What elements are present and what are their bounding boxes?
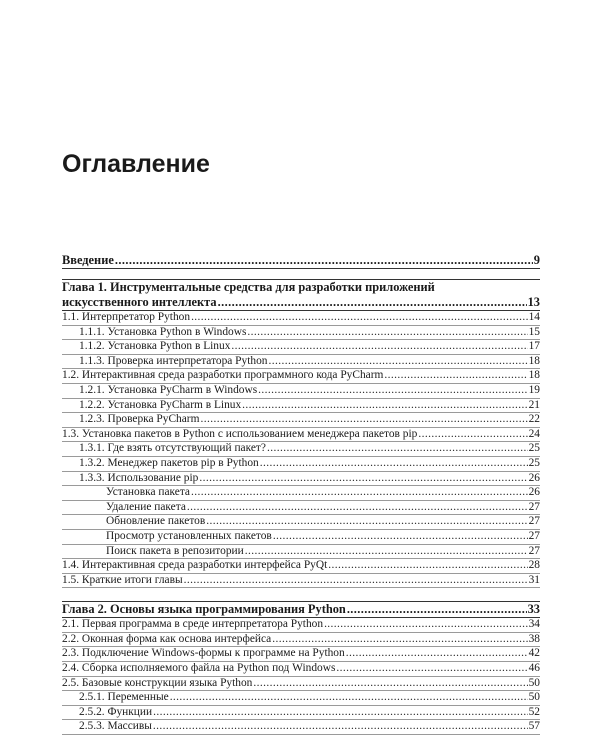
- dot-leader: [153, 720, 528, 734]
- toc-entry[interactable]: [62, 428, 540, 443]
- dot-leader: [206, 515, 527, 529]
- toc-entry-title: 1.2. Интерактивная среда разработки программного кода PyCharm: [62, 369, 384, 382]
- toc-entry[interactable]: [62, 413, 540, 428]
- toc-entry-title: 2.3. Подключение Windows-формы к программе на Python: [62, 647, 345, 660]
- toc-entry[interactable]: [62, 311, 540, 326]
- toc-entry-title: 1.3.2. Менеджер пакетов pip в Python: [79, 456, 259, 469]
- dot-leader: [273, 530, 528, 544]
- toc-entry-title: 1.1.3. Проверка интерпретатора Python: [79, 354, 268, 367]
- toc-entry-page: 27: [528, 515, 540, 528]
- dot-leader: [328, 559, 527, 573]
- toc-entry-page: 28: [528, 559, 540, 572]
- dot-leader: [346, 647, 528, 661]
- toc-entry-page: 26: [528, 486, 540, 499]
- toc-entry-page: 15: [528, 325, 540, 338]
- toc-entry-title: Обновление пакетов: [106, 515, 206, 528]
- toc-entry-title: 1.1.1. Установка Python в Windows: [79, 325, 247, 338]
- dot-leader: [253, 677, 527, 691]
- toc-entry-page: 31: [528, 573, 540, 586]
- toc-entry-title: 1.3.3. Использование pip: [79, 471, 199, 484]
- dot-leader: [336, 662, 527, 676]
- page-title: Оглавление: [62, 150, 210, 178]
- toc-entry-page: 14: [528, 311, 540, 323]
- table-of-contents: [62, 253, 540, 735]
- dot-leader: [384, 369, 527, 383]
- toc-entry[interactable]: [62, 530, 540, 545]
- toc-entry[interactable]: [62, 457, 540, 472]
- dot-leader: [347, 602, 527, 617]
- dot-leader: [268, 355, 527, 369]
- dot-leader: [153, 706, 528, 720]
- dot-leader: [245, 545, 528, 559]
- dot-leader: [200, 413, 527, 427]
- dot-leader: [191, 486, 528, 500]
- toc-entry-title: 1.3.1. Где взять отсутствующий пакет?: [79, 442, 266, 455]
- toc-entry[interactable]: [62, 515, 540, 530]
- toc-entry-title: 2.5. Базовые конструкции языка Python: [62, 676, 253, 689]
- dot-leader: [191, 311, 528, 325]
- dot-leader: [258, 384, 527, 398]
- dot-leader: [218, 295, 527, 310]
- toc-entry-title: 2.4. Сборка исполняемого файла на Python под Windows: [62, 662, 336, 675]
- toc-chapter-2[interactable]: [62, 601, 540, 618]
- toc-entry-title: 1.5. Краткие итоги главы: [62, 573, 183, 586]
- toc-entry-page: 22: [528, 413, 540, 426]
- toc-entry[interactable]: [62, 574, 540, 589]
- toc-entry[interactable]: [62, 720, 540, 735]
- dot-leader: [199, 472, 527, 486]
- dot-leader: [418, 428, 527, 442]
- toc-entry-title: Введение: [62, 253, 114, 267]
- toc-entry[interactable]: [62, 326, 540, 341]
- dot-leader: [267, 442, 528, 456]
- dot-leader: [260, 457, 528, 471]
- toc-entry[interactable]: [62, 662, 540, 677]
- dot-leader: [184, 574, 528, 588]
- toc-entry-page: 27: [528, 529, 540, 542]
- toc-entry[interactable]: [62, 633, 540, 648]
- toc-entry-title: 1.1.2. Установка Python в Linux: [79, 340, 231, 353]
- chapter-1-entries: [62, 311, 540, 588]
- toc-entry-title: Просмотр установленных пакетов: [106, 529, 272, 542]
- toc-entry[interactable]: [62, 355, 540, 370]
- toc-entry-title: Установка пакета: [106, 486, 190, 499]
- toc-chapter-1-line1[interactable]: [62, 279, 540, 295]
- toc-entry-page: 42: [528, 647, 540, 660]
- toc-entry-title: 1.3. Установка пакетов в Python с использованием менеджера пакетов pip: [62, 427, 418, 440]
- spacer: [62, 269, 540, 279]
- toc-entry-page: 52: [528, 705, 540, 718]
- toc-entry-title: 2.2. Оконная форма как основа интерфейса: [62, 632, 272, 645]
- toc-chapter-title: искусственного интеллекта: [62, 295, 217, 309]
- toc-entry-page: 57: [528, 720, 540, 733]
- toc-entry[interactable]: [62, 340, 540, 355]
- toc-chapter-title: Глава 2. Основы языка программирования Python: [62, 602, 346, 617]
- toc-entry[interactable]: [62, 677, 540, 692]
- toc-entry-page: 50: [528, 691, 540, 704]
- toc-entry[interactable]: [62, 559, 540, 574]
- toc-entry-page: 9: [533, 253, 540, 267]
- chapter-2-entries: [62, 618, 540, 735]
- toc-entry[interactable]: [62, 501, 540, 516]
- toc-entry-title: 2.1. Первая программа в среде интерпретатора Python: [62, 618, 324, 631]
- toc-entry[interactable]: [62, 369, 540, 384]
- toc-entry-title: 1.1. Интерпретатор Python: [62, 311, 191, 323]
- toc-entry[interactable]: [62, 545, 540, 560]
- toc-entry-page: 27: [528, 544, 540, 557]
- dot-leader: [187, 501, 528, 515]
- toc-entry-page: 38: [528, 632, 540, 645]
- toc-entry-title: 1.2.1. Установка PyCharm в Windows: [79, 383, 258, 396]
- toc-chapter-1[interactable]: [62, 295, 540, 311]
- toc-chapter-title: Глава 1. Инструментальные средства для разработки приложений: [62, 280, 435, 294]
- toc-entry-intro[interactable]: [62, 253, 540, 269]
- toc-entry-title: 2.5.2. Функции: [79, 705, 153, 718]
- spacer: [62, 588, 540, 601]
- toc-entry[interactable]: [62, 618, 540, 633]
- toc-entry-page: 17: [528, 340, 540, 353]
- dot-leader: [115, 253, 533, 268]
- toc-entry[interactable]: [62, 647, 540, 662]
- toc-entry-page: 50: [528, 676, 540, 689]
- toc-entry-page: 19: [528, 383, 540, 396]
- dot-leader: [231, 340, 527, 354]
- toc-chapter-page: 33: [527, 602, 540, 617]
- toc-entry[interactable]: [62, 486, 540, 501]
- toc-entry-page: 18: [528, 354, 540, 367]
- toc-entry-page: 46: [528, 662, 540, 675]
- dot-leader: [242, 399, 527, 413]
- toc-entry[interactable]: [62, 706, 540, 721]
- toc-entry-page: 25: [528, 442, 540, 455]
- toc-entry[interactable]: [62, 442, 540, 457]
- toc-entry[interactable]: [62, 472, 540, 487]
- toc-entry-title: 1.2.3. Проверка PyCharm: [79, 413, 200, 426]
- toc-entry[interactable]: [62, 691, 540, 706]
- dot-leader: [170, 691, 528, 705]
- toc-entry-page: 26: [528, 471, 540, 484]
- toc-entry-title: Поиск пакета в репозитории: [106, 544, 244, 557]
- toc-entry-page: 25: [528, 456, 540, 469]
- toc-entry-page: 27: [528, 500, 540, 513]
- toc-entry-page: 24: [528, 427, 540, 440]
- dot-leader: [324, 618, 528, 632]
- dot-leader: [247, 326, 527, 340]
- toc-entry-title: Удаление пакета: [106, 500, 186, 513]
- toc-entry[interactable]: [62, 384, 540, 399]
- toc-chapter-page: 13: [527, 295, 540, 309]
- toc-entry-page: 21: [528, 398, 540, 411]
- toc-entry-title: 2.5.3. Массивы: [79, 720, 152, 733]
- toc-entry-title: 1.2.2. Установка PyCharm в Linux: [79, 398, 242, 411]
- toc-entry-page: 18: [528, 369, 540, 382]
- toc-entry-title: 2.5.1. Переменные: [79, 691, 169, 704]
- toc-entry[interactable]: [62, 399, 540, 414]
- toc-entry-title: 1.4. Интерактивная среда разработки интерфейса PyQt: [62, 559, 328, 572]
- toc-entry-page: 34: [528, 618, 540, 631]
- dot-leader: [272, 633, 527, 647]
